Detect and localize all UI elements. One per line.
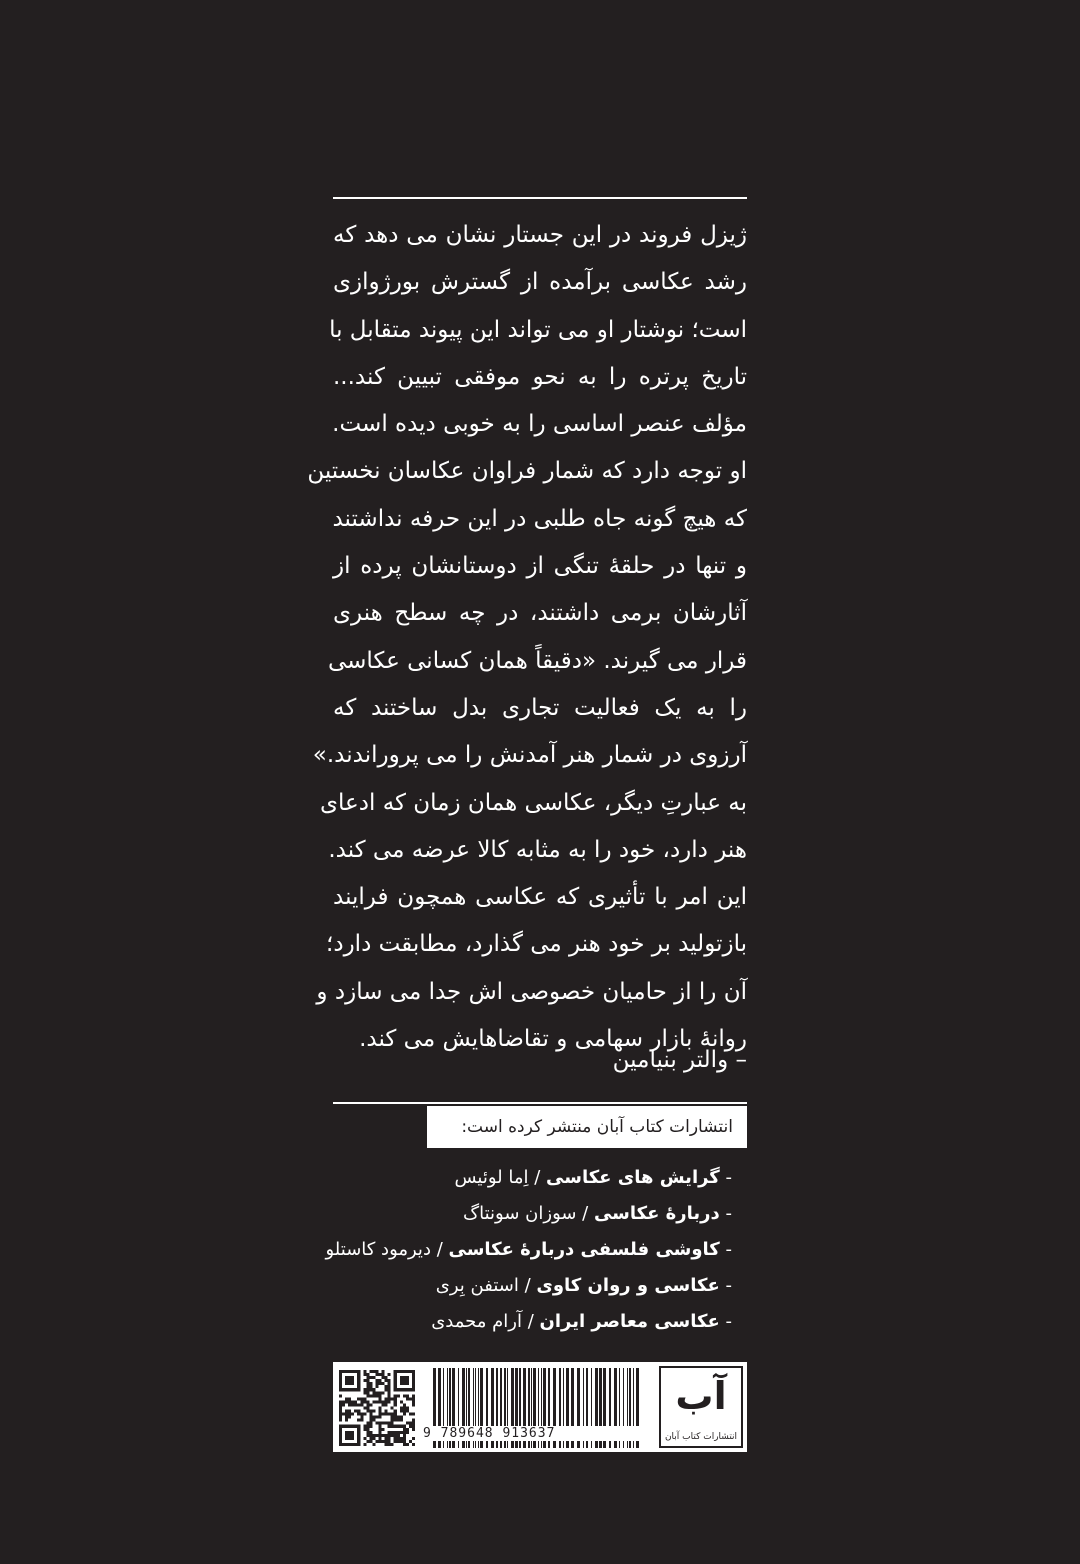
publisher-logo-label: انتشارات کتاب آبان (664, 1432, 738, 1442)
list-bullet: - (719, 1275, 732, 1296)
book-list-item (292, 1196, 732, 1232)
book-title: عکاسی و روان کاوی (536, 1275, 720, 1296)
code-panel (333, 1362, 747, 1452)
top-divider (333, 197, 747, 199)
quote-line: هنر دارد، خود را به مثابه کالا عرضه می کند. (328, 836, 747, 863)
quote-line: آن را از حامیان خصوصی اش جدا می سازد و (316, 978, 747, 1005)
back-cover-quote (307, 212, 747, 1063)
book-list-item (292, 1160, 732, 1196)
book-title: کاوشی فلسفی دربارهٔ عکاسی (448, 1239, 720, 1260)
quote-line: به عبارتِ دیگر، عکاسی همان زمان که ادعای (320, 789, 747, 816)
book-title: عکاسی معاصر ایران (539, 1311, 720, 1332)
separator: / (576, 1203, 594, 1224)
list-bullet: - (719, 1311, 732, 1332)
publisher-logo-mark: آب (675, 1374, 727, 1418)
quote-line: روانهٔ بازار سهامی و تقاضاهایش می کند. (359, 1026, 747, 1053)
quote-author: – والتر بنیامین (612, 1047, 747, 1073)
quote-line: این امر با تأثیری که عکاسی همچون فرایند (333, 884, 747, 911)
book-list (292, 1160, 732, 1340)
quote-line: آثارشان برمی داشتند، در چه سطح هنری (333, 600, 747, 627)
qr-code-icon (339, 1370, 415, 1446)
separator: / (518, 1275, 537, 1296)
quote-line: که هیچ گونه جاه طلبی در این حرفه نداشتند (332, 505, 747, 532)
quote-line: مؤلف عنصر اساسی را به خوبی دیده است. (332, 411, 747, 438)
quote-line: او توجه دارد که شمار فراوان عکاسان نخستین (307, 458, 747, 485)
publisher-logo (659, 1366, 743, 1448)
book-author: اِما لوئیس (454, 1167, 529, 1188)
quote-line: ژیزل فروند در این جستار نشان می دهد که (333, 222, 747, 248)
book-author: دیرمود کاستلو (325, 1239, 431, 1260)
separator: / (521, 1311, 540, 1332)
book-list-item (292, 1232, 732, 1268)
quote-line: رشد عکاسی برآمده از گسترش بورژوازی (333, 269, 747, 296)
quote-line: قرار می گیرند. «دقیقاً همان کسانی عکاسی (327, 647, 747, 674)
book-author: استفن بِری (435, 1275, 519, 1296)
quote-line: تاریخ پرتره را به نحو موفقی تبیین کند... (333, 363, 747, 390)
quote-line: را به یک فعالیت تجاری بدل ساختند که (333, 694, 747, 721)
list-bullet: - (719, 1167, 732, 1188)
quote-line: است؛ نوشتار او می تواند این پیوند متقابل با (329, 316, 747, 343)
quote-line: بازتولید بر خود هنر می گذارد، مطابقت دارد؛ (326, 931, 747, 958)
book-title: دربارهٔ عکاسی (593, 1203, 720, 1224)
quote-line: و تنها در حلقهٔ تنگی از دوستانشان پرده از (333, 553, 747, 580)
list-bullet: - (719, 1203, 732, 1224)
separator: / (430, 1239, 449, 1260)
middle-divider (333, 1102, 747, 1104)
book-author: سوزان سونتاگ (463, 1203, 577, 1224)
publisher-note: انتشارات کتاب آبان منتشر کرده است: (427, 1106, 747, 1148)
book-title: گرایش های عکاسی (546, 1167, 720, 1188)
book-author: آرام محمدی (431, 1311, 522, 1332)
quote-line: آرزوی در شمار هنر آمدنش را می پروراندند.» (312, 742, 747, 769)
book-list-item (292, 1304, 732, 1340)
isbn-number: 9 789648 913637 (423, 1426, 649, 1441)
book-list-item (292, 1268, 732, 1304)
list-bullet: - (719, 1239, 732, 1260)
separator: / (528, 1167, 547, 1188)
